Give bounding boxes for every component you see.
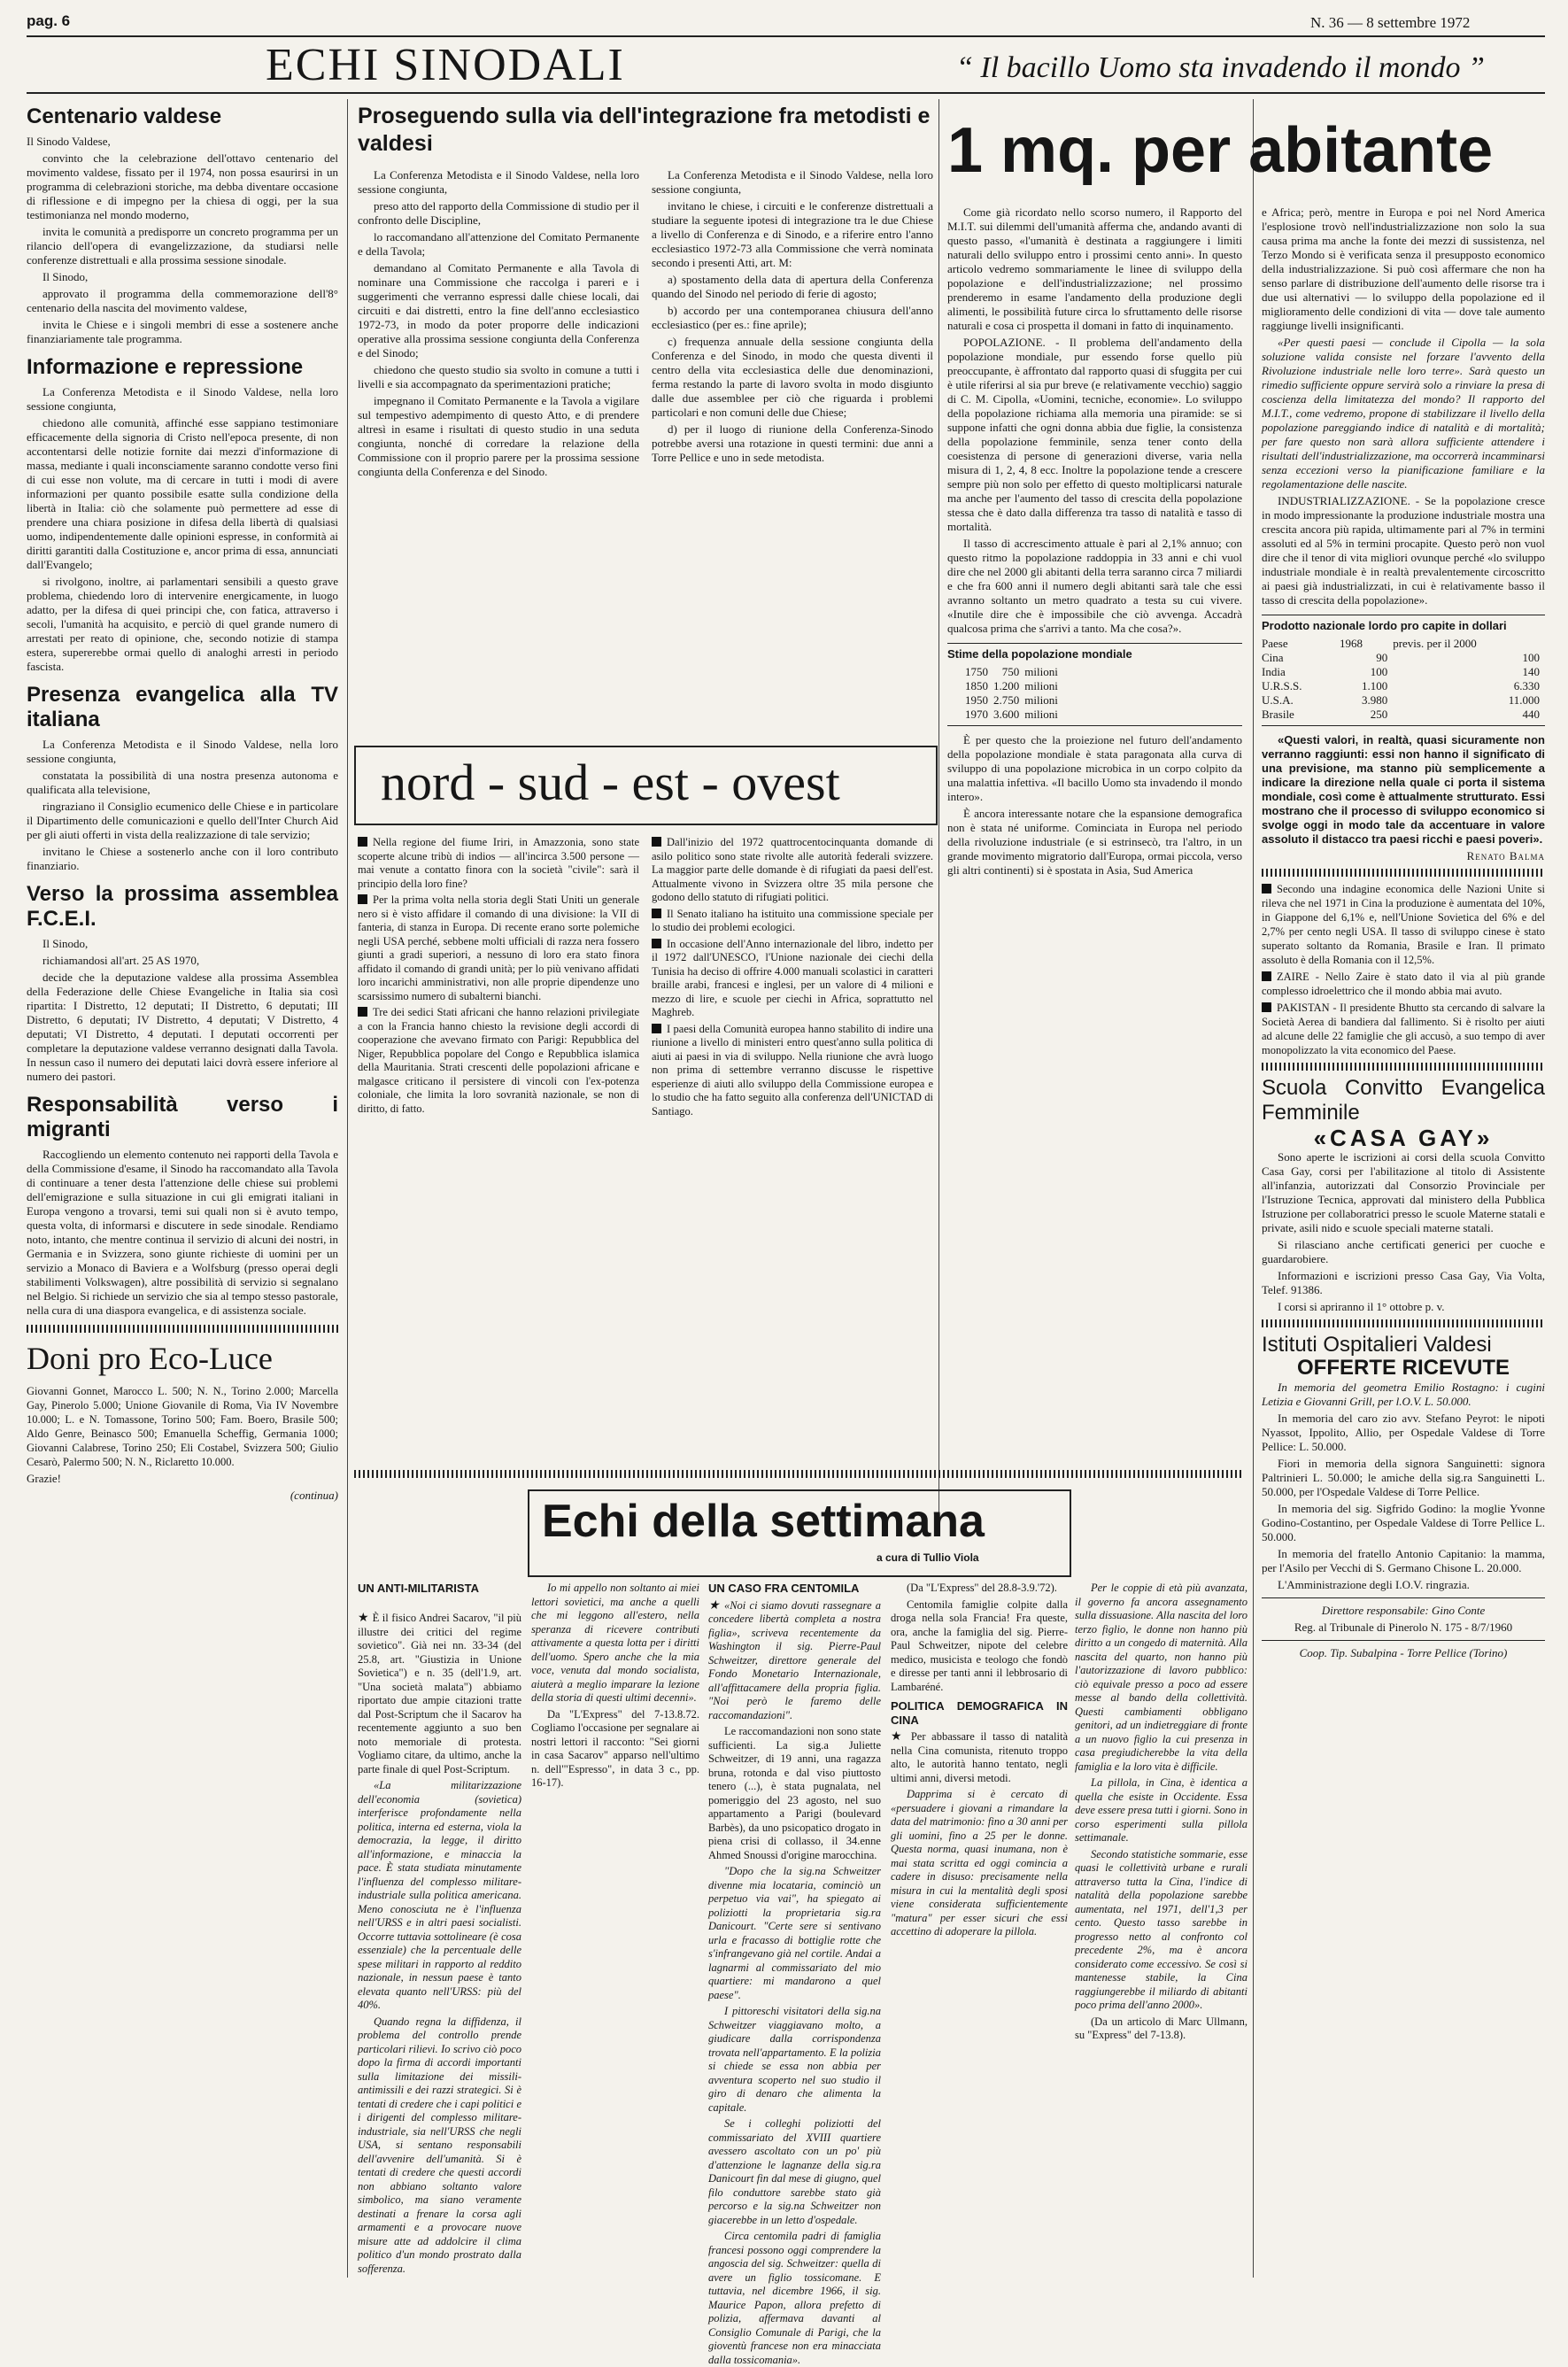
table-row: [965, 679, 1063, 693]
paragraph: approvato il programma della commemorazione dell'8° centenario della nascita del movimento valdese,: [27, 287, 338, 314]
paragraph: Giovanni Gonnet, Marocco L. 500; N. N., Torino 2.000; Marcella Gay, Pinerolo 5.000; Unione Giovanile di Roma, Via IV Novembre 10.000; L. e N. Tomassone, Torino 500; Fam. Boero, Brasile 500; Aldo Genre, Beinasco 500; Emanuella Scheffig, Germania 1000; Giovanni Calabrese, Torino 250; Eli Costabel, Svizzera 500; Giulio Cesarò, Palermo 500; N. N., Riclaretto 10.000.: [27, 1385, 338, 1468]
paragraph: «La militarizzazione dell'economia (sovietica) interferisce profondamente nella politica, interna ed esterna, viola la democrazia, la legge, il diritto all'informazione, e minaccia la pace. È stata studiata minutamente l'influenza del complesso militare-industriale sulla politica americana. Meno conosciuta ne è l'influenza nell'URSS e in altri paesi socialisti. Occorre tuttavia sottolineare (è cosa essenziale) che la percentuale delle spese militari in rapporto al reddito nazionale, in nessun paese è tanto elevata quanto nell'URSS: più del 40%.: [358, 1779, 521, 2011]
table-cell: 1.200: [993, 679, 1020, 692]
table-title: Stime della popolazione mondiale: [947, 647, 1132, 661]
author-signature: Renato Balma: [1466, 849, 1545, 862]
paragraph: Informazioni e iscrizioni presso Casa Gay, Via Volta, Telef. 91386.: [1262, 1269, 1545, 1296]
offerte-heading: OFFERTE RICEVUTE: [1296, 1356, 1510, 1380]
news-item: PAKISTAN - Il presidente Bhutto sta cercando di salvare la Società Aerea di bandiera dal fallimento. Si è risolto per aiuti ad alcune delle 22 famiglie che gli accusò, a suo tempo di aver monopolizzato la vita economico del Paese.: [1262, 1002, 1545, 1056]
col-sinodo: [27, 101, 338, 2279]
table-cell: 2.750: [993, 693, 1020, 707]
bullet-square-icon: [1262, 1002, 1271, 1012]
director: Direttore responsabile: Gino Conte: [1321, 1604, 1486, 1617]
paragraph: Circa centomila padri di famiglia francesi possono oggi comprendere la angoscia del sig. Schweitzer: quella di avere un figlio tossicomane. E tuttavia, nel dicembre 1966, il sig. Maurice Papon, allora prefetto di polizia, affermava davanti al Consiglio Comunale di Parigi, che la gioventù francese non era minacciata dalla tossicomania».: [708, 2230, 881, 2366]
abitante-col-b: [1262, 205, 1545, 2269]
ospitalieri-heading: Istituti Ospitalieri Valdesi: [1262, 1333, 1492, 1357]
table-header-cell: Paese: [1262, 637, 1288, 650]
echi-col-b: [531, 1582, 699, 2268]
kicker-antimilitarista: UN ANTI-MILITARISTA: [358, 1582, 479, 1595]
integrazione-col-a: [358, 168, 639, 735]
paragraph: invitano le Chiese a sostenerlo anche con il loro contributo finanziario.: [27, 845, 338, 872]
paragraph: La pillola, in Cina, è identica a quella che esiste in Occidente. Essa deve essere presa tutti i giorni. Sono in corso esperimenti sulla pillola settimanale.: [1075, 1776, 1247, 1844]
paragraph: POPOLAZIONE. - Il problema dell'andamento della popolazione mondiale, pur essendo forse quello più preoccupante, è affrontato dal rapporto quasi di sfuggita per cui è utile riferirsi al sia pur breve (e relativamente vecchio) saggio di C. M. Cipolla, «Uomini, tecniche, economie». Lo sviluppo della popolazione richiama alla memoria una piramide: se si suppone infatti che ogni donna abbia due figlie, la consistenza della popolazione femminile, senza tener conto della coesistenza di persone di generazioni diverse, varia nella misura di 1, 2, 4, 8 ecc. Inoltre la popolazione tende a crescere sempre più non solo per effetto di questo moltiplicarsi naturale ma anche per l'aumento del tasso di crescita della popolazione stessa che è dato dalla differenza tra tasso di natalità e tasso di mortalità.: [947, 336, 1242, 533]
paragraph: «Per questi paesi — conclude il Cipolla — la sola soluzione valida consiste nel forzare l'avvento della Rivoluzione industriale nelle loro terre». Sarà questo un rimedio sufficiente oppure servirà solo a rinviare la presa di coscienza della limitatezza del mondo? Il rapporto del M.I.T., come vedremo, propone di stabilizzare il livello della popolazione pareggiando indice di natalità e di mortalità; per fare questo non sarà allora sufficiente attendere i risultati dell'industrializzazione, ma occorrerà incamminarsi senza eccezioni verso la pianificazione familiare e la regolamentazione delle nascite.: [1262, 336, 1545, 491]
paragraph: Se i colleghi poliziotti del commissariato del XVIII quartiere avessero ascoltato con un po' più d'attenzione le lagnanze della sig.ra Danicourt fin dal mese di giugno, quel filo conduttore sarebbe stato già percorso e la sig.na Schweitzer non giacerebbe in un letto d'ospedale.: [708, 2117, 881, 2226]
bullet-square-icon: [652, 939, 661, 948]
paragraph: invita le Chiese e i singoli membri di esse a sostenere anche finanziariamente tale programma.: [27, 318, 338, 345]
paragraph: invita le comunità a predisporre un concreto programma per un rilancio dell'opera di evangelizzazione, da studiarsi nelle conferenze distrettuali e alla prossima sessione sinodale.: [27, 225, 338, 267]
heading-migranti: Responsabilità verso i migranti: [27, 1093, 338, 1141]
casa-gay-name: «CASA GAY»: [1313, 1125, 1494, 1151]
news-item: In occasione dell'Anno internazionale del libro, indetto per il 1972 dall'UNESCO, l'Unione nazionale dei ciechi della Tunisia ha deciso di offrire 4.000 manuali scolastici in caratteri braille arabi, francesi e inglesi, per un valore di 4 milioni e mezzo di lire, e scuole per ciechi in Africa, soprattutto nel Maghreb.: [652, 937, 933, 1018]
paragraph: È per questo che la proiezione nel futuro dell'andamento della popolazione mondiale è stata paragonata alla curva di sviluppo di una popolazione microbica in un corpo colpito da una malattia infettiva. «Il bacillo Uomo sta invadendo il mondo intero».: [947, 733, 1242, 803]
table-cell: milioni: [1024, 708, 1058, 721]
paragraph: si rivolgono, inoltre, ai parlamentari sensibili a questo grave problema, chiedendo loro di intervenire energicamente, in luogo adatto, per la difesa di quei principi che, con fatica, attraverso i secoli, l'umanità ha acquisito, e perciò di quel grande numero di arrestati per reato di opinione, che, secondo notizie di stampa estera, supererebbe ormai quello di analoghi arresti in periodo fascista.: [27, 575, 338, 673]
table-title: Prodotto nazionale lordo pro capite in dollari: [1262, 619, 1507, 632]
table-cell: 1950: [965, 693, 988, 707]
paragraph: Il Sinodo,: [42, 937, 89, 950]
table-cell: milioni: [1024, 693, 1058, 707]
paragraph: invitano le chiese, i circuiti e le conferenze distrettuali a studiare la seguente ipotesi di integrazione tra le due Chiese a livello di Conferenza e di Sinodo, e a riferire entro l'anno ecclesiastico 1972-73 alla Commissione che verrà nominata secondo i presenti Atti, art. M:: [652, 199, 933, 269]
paragraph: ★ Per abbassare il tasso di natalità nella Cina comunista, ritenuto troppo alto, le autorità hanno tentato, negli ultimi anni, diversi metodi.: [891, 1730, 1069, 1784]
paragraph: (Da "L'Express" del 28.8-3.9.'72).: [907, 1582, 1057, 1594]
paragraph: Da "L'Express" del 7-13.8.72. Cogliamo l'occasione per segnalare ai nostri lettori il racconto: "Sei giorni in casa Sacarov" apparso nell'ultimo n. dell'"Espresso", in data 3 c., pp. 16-17).: [531, 1707, 699, 1789]
paragraph: Il tasso di accrescimento attuale è pari al 2,1% annuo; con questo ritmo la popolazione raddoppia in 33 anni e chi vuol dire che nel 2000 gli abitanti della terra saranno circa 7 miliardi e che fra 600 anni il numero degli abitanti sarà tale che essi avranno soltanto un metro quadrato a testa su cui vivere. «Inutile dire che è impossibile che ciò avvenga. Accadrà qualcosa prima che s'arrivi a tanto. Ma che cosa?».: [947, 537, 1242, 635]
paragraph: La Conferenza Metodista e il Sinodo Valdese, nella loro sessione congiunta,: [27, 738, 338, 765]
paragraph: «Questi valori, in realtà, quasi sicuramente non verranno raggiunti: essi non hanno il significato di una previsione, ma stanno più semplicemente a indicare la direzione nella quale ci porta il sistema mondiale, così come è attualmente strutturato. Essi mostrano che il processo di sviluppo economico si svolge oggi in modo tale da accentuare in valore assoluto il distacco tra paesi ricchi e paesi poveri».: [1262, 733, 1545, 846]
table-cell: U.R.S.S.: [1262, 679, 1302, 692]
continued-note: (continua): [290, 1489, 338, 1502]
paragraph: Io mi appello non soltanto ai miei lettori sovietici, ma anche a quelli che mi leggono all'estero, nella speranza di ricevere contributi attivamente a questa lotta per i diritti dell'uomo. Spero anche che la mia voce, venuta dal mondo socialista, aiuterà a meglio imparare la lezione della storia di questi ultimi decenni».: [531, 1582, 699, 1704]
paragraph: INDUSTRIALIZZAZIONE. - Se la popolazione cresce in modo impressionante la produzione industriale mostra una crescita ancora più rapida, ultimamente pari al 7% in termini assoluti ed al 5% in termini procapite. Questo però non vuol dire che il tenor di vita migliori ovunque perché «lo sviluppo industriale mondiale è in realtà prevalentemente circoscritto ai paesi già industrializzati, in cui è relativamente basso il tasso di crescita della popolazione».: [1262, 494, 1545, 607]
news-item: Nella regione del fiume Iriri, in Amazzonia, sono state scoperte alcune tribù di indios — all'incirca 3.500 persone — mai venute a contatto finora con la società "civile": sarà il principio della loro fine?: [358, 836, 639, 890]
bullet-square-icon: [358, 837, 367, 847]
paragraph: La Conferenza Metodista e il Sinodo Valdese, nella loro sessione congiunta,: [27, 385, 338, 413]
gnp-table: [1262, 615, 1545, 726]
table-cell: 100: [1522, 651, 1540, 664]
paragraph: chiedono alle comunità, affinché esse sappiano testimoniare efficacemente della signoria di Cristo nell'epoca presente, di non accontentarsi delle notizie fornite dai mezzi d'informazione di massa, mediante i quali inconsciamente saranno condotte verso fini di cui esse non volute, ma di cercare in tutti i modi di avere informazioni per quanto possibile esatte sulla condizione della libertà in Italia: ciò che solamente può permettere ad esse di prendere una chiara posizione in difesa della libertà di qualsiasi uomo, indipendentemente dalle opinioni espresse, in conformità ai diritti garantiti dalla Costituzione e, ancor prima di essa, annunciati dall'Evangelo;: [27, 416, 338, 571]
paragraph: richiamandosi all'art. 25 AS 1970,: [42, 954, 200, 967]
table-cell: 750: [1001, 665, 1020, 678]
paragraph: I pittoreschi visitatori della sig.na Schweitzer viaggiavano molto, a giudicare dalla corrispondenza trovata nell'appartamento. E la polizia si chiede se essa non abbia per avventura scoperto nel suo studio il giro di denaro che alimenta la capitale.: [708, 2005, 881, 2114]
heading-doni: Doni pro Eco-Luce: [27, 1341, 273, 1376]
bullet-square-icon: [1262, 884, 1271, 893]
echi-col-e: [1075, 1582, 1247, 2268]
table-cell: 11.000: [1508, 693, 1540, 707]
paragraph: I corsi si apriranno il 1° ottobre p. v.: [1278, 1300, 1445, 1313]
table-cell: 3.980: [1361, 693, 1388, 707]
paragraph: a) spostamento della data di apertura della Conferenza quando del Sinodo nel periodo di ferie di agosto;: [652, 273, 933, 300]
paragraph: "Dopo che la sig.na Schweitzer divenne mia locataria, cominciò un perpetuo via vai", ha spiegato ai poliziotti la proprietaria sig.ra Danicourt. "Certe sere si sentivano urla e fracasso di bottiglie rotte che s'infrangevano già nel cortile. Andai a lagnarmi al commissariato del mio quartiere: mi mandarono a quel paese".: [708, 1865, 881, 2001]
abitante-col-a: [947, 205, 1242, 1454]
table-cell: 3.600: [993, 708, 1020, 721]
heading-informazione: Informazione e repressione: [27, 355, 304, 379]
news-item: I paesi della Comunità europea hanno stabilito di indire una riunione a livello di ministeri entro quest'anno sulla politica di aiuti ai paesi in via di sviluppo. Nella riunione che avrà luogo non prima di settembre verranno discusse le rispettive esperienze di aiuti allo sviluppo della Commissione europea e lo studio che ha fatto seguito alla conferenza dell'UNICTAD di Santiago.: [652, 1022, 933, 1118]
kicker-cina: POLITICA DEMOGRAFICA IN CINA: [891, 1699, 1068, 1727]
paragraph: ringraziano il Consiglio ecumenico delle Chiese e in particolare il Dipartimento delle comunicazioni e quello dell'Inter Church Aid per gli aiuti offerti in vista della realizzazione di tale servizio;: [27, 800, 338, 841]
paragraph: Il Sinodo,: [42, 270, 89, 283]
table-cell: 90: [1376, 651, 1388, 664]
section-title: ECHI SINODALI: [266, 40, 625, 90]
table-cell: 250: [1370, 708, 1388, 721]
table-cell: 1750: [965, 665, 988, 678]
heading-tv: Presenza evangelica alla TV italiana: [27, 683, 338, 731]
table-cell: 6.330: [1513, 679, 1540, 692]
bullet-square-icon: [1262, 971, 1271, 981]
registration: Reg. al Tribunale di Pinerolo N. 175 - 8/7/1960: [1294, 1621, 1513, 1634]
news-item: Per la prima volta nella storia degli Stati Uniti un generale nero si è visto affidare il comando di una divisione: la VII di fanteria, di stanza in Europa. Di recente erano sorte polemiche negli USA perché, sebbene molti ufficiali di razza nera fossero giunti a gradi superiori, a nessuno di loro era stato finora affidato il comando di grandi unità; per lo più venivano affidati loro incarichi amministrativi, non alle proprie dipendenze uno scarsissimo numero di subalterni bianchi.: [358, 893, 639, 1002]
table-cell: U.S.A.: [1262, 693, 1294, 707]
news-item: Tre dei sedici Stati africani che hanno relazioni privilegiate a con la Francia hanno chiesto la revisione degli accordi di cooperazione che avevano firmato con Parigi: Repubblica del Niger, Repubblica popolare del Congo e Repubblica islamica della Mauritania. Strati crescenti delle popolazioni africane e malgasce criticano il persistere di vincoli con l'ex-potenza coloniale, che limita la loro sovranità nazionale, se non di diritto, di fatto.: [358, 1006, 639, 1115]
bullet-square-icon: [652, 1024, 661, 1033]
table-header-cell: 1968: [1340, 637, 1363, 650]
table-cell: 1.100: [1361, 679, 1388, 692]
issue-date: N. 36 — 8 settembre 1972: [1310, 14, 1471, 31]
bullet-square-icon: [358, 894, 367, 904]
paragraph: In memoria del sig. Sigfrido Godino: la moglie Yvonne Godino-Costantino, per Ospedale Valdese di Torre Pellice L. 50.000.: [1262, 1502, 1545, 1543]
news-item: Il Senato italiano ha istituito una commissione speciale per lo studio dei problemi ecologici.: [652, 907, 933, 933]
paragraph: Come già ricordato nello scorso numero, il Rapporto del M.I.T. sui dilemmi dell'umanità afferma che, andando avanti di questo passo, «l'umanità è destinata a raggiungere i limiti naturali dello sviluppo entro i prossimi cento anni». In questo articolo vedremo sommariamente le linee di sviluppo della popolazione e dell'industrializzazione; nel prossimo prenderemo in esame l'andamento della produzione degli alimenti, le possibilità future circa lo sfruttamento delle risorse naturali e cosa ci prospetta il domani in fatto di inquinamento.: [947, 205, 1242, 332]
paragraph: demandano al Comitato Permanente e alla Tavola di nominare una Commissione che raccolga i pareri e i suggerimenti che verranno espressi dalle chiese locali, dai circuiti e dai distretti, entro la fine dell'anno ecclesiastico 1972-73, in modo da poter proporre delle indicazioni operative alla prossima sessione congiunta della Conferenza e del Sinodo;: [358, 261, 639, 360]
table-row: [1262, 651, 1545, 665]
table-cell: Brasile: [1262, 708, 1294, 721]
table-row: [1262, 708, 1545, 722]
table-row: [965, 693, 1063, 708]
paragraph: ★ È il fisico Andrei Sacarov, "il più illustre dei critici del regime sovietico". Già nei nn. 33-34 (del 25.8, art. "Giustizia in Unione Sovietica") e n. 35 (dell'1.9, art. "Una società malata") abbiamo riportato due ampie citazioni tratte dal Post-Scriptum che il Sacarov ha recentemente aggiunto a suo ben noto memoriale di protesta. Vogliamo citare, da ultimo, anche la parte finale di quel Post-Scriptum.: [358, 1612, 521, 1775]
kicker-centomila: UN CASO FRA CENTOMILA: [708, 1582, 860, 1595]
paragraph: ★ «Noi ci siamo dovuti rassegnare a concedere libertà completa a nostra figlia», scriveva recentemente da Washington il sig. Pierre-Paul Schweitzer, direttore generale del Fondo Monetario Internazionale, all'affittacamere della propria figlia. "Noi però le faremo delle raccomandazioni".: [708, 1598, 882, 1721]
echi-title: Echi della settimana: [542, 1496, 985, 1547]
table-row: [965, 708, 1063, 722]
table-cell: 140: [1522, 665, 1540, 678]
news-item: Secondo una indagine economica delle Nazioni Unite si rileva che nel 1971 in Cina la produzione è aumentata del 10%, in Giappone del 6,1% e, nell'Unione Sovietica del 6% e del 2,7% per cento negli USA. Il tasso di sviluppo cinese è stato superato soltanto da Romania, Brasile e Iran. Il primato assoluto è della Romania con il 12,5%.: [1262, 883, 1545, 966]
table-header-cell: previs. per il 2000: [1393, 637, 1477, 650]
star-icon: ★: [358, 1612, 369, 1625]
paragraph: Le raccomandazioni non sono state sufficienti. La sig.a Juliette Schweitzer, di 19 anni, una ragazza bruna, rotonda e dal viso piuttosto tenero (...), è stata pugnalata, nel pomeriggio del 23 agosto, nel suo appartamento a Parigi (boulevard Barbès), da uno psicopatico drogato in piena crisi di collasso, il 34.enne Ahmed Snoussi d'origine marocchina.: [708, 1725, 881, 1861]
paragraph: L'Amministrazione degli I.O.V. ringrazia.: [1278, 1578, 1470, 1591]
paragraph: Centomila famiglie colpite dalla droga nella sola Francia! Fra queste, ora, anche la famiglia del sig. Pierre-Paul Schweitzer, nipote del celebre medico, musicista e teologo che fondò e diresse per tanti anni il lebbrosario di Lambaréné.: [891, 1597, 1068, 1693]
table-row: [1262, 679, 1545, 693]
table-cell: 440: [1522, 708, 1540, 721]
nord-title: nord - sud - est - ovest: [381, 754, 840, 811]
paragraph: Il Sinodo Valdese,: [27, 135, 111, 148]
heading-centenario: Centenario valdese: [27, 104, 222, 128]
paragraph: c) frequenza annuale della sessione congiunta della Conferenza e del Sinodo, in modo che questa diventi il centro della vita ecclesiastica delle due denominazioni, ferma restando la parte di lavoro svolta in modo disgiunto dalle due assemblee per ciò che riguarda i problemi particolari e non comuni delle due Chiese;: [652, 335, 933, 419]
bullet-square-icon: [652, 837, 661, 847]
paragraph: Quando regna la diffidenza, il problema del controllo prende particolari rilievi. Io scrivo ciò poco dopo la firma di accordi importanti sulla limitazione dei missili-antimissili e dei razzi strategici. Si è tentati di credere che i capi politici e i dirigenti del complesso militare-industriale, sia nell'URSS che negli USA, si sentano responsabili dell'avvenire dell'umanità. Si è tentati di credere che questi accordi non abbiano soltanto valore simbolico, ma siano veramente destinati a frenare la corsa agli armamenti e a provocare nuove misure atte ad addolcire il clima politico d'un mondo prostrato dalla sofferenza.: [358, 2015, 521, 2275]
news-item: Dall'inizio del 1972 quattrocentocinquanta domande di asilo politico sono state rivolte alle autorità federali svizzere. La maggior parte delle domande è di rifugiati da paesi dell'est. Attualmente vivono in Svizzera oltre 35 mila persone che godono dello statuto di rifugiati politici.: [652, 836, 933, 903]
paragraph: decide che la deputazione valdese alla prossima Assemblea della Federazione delle Chiese Evangeliche in Italia sia così ripartita: I Distretto, 12 deputati; II Distretto, 6 deputati; III Distretto, 6 deputati; IV Distretto, 4 deputati; V Distretto, 4 deputati; VI Distretto, 4 deputati. I deputati occorrenti per completare la deputazione valdese verranno designati dalla Tavola. In nessun caso il numero dei deputati laici dovrà essere inferiore al numero dei pastori.: [27, 971, 338, 1083]
table-cell: milioni: [1024, 665, 1058, 678]
news-item: ZAIRE - Nello Zaire è stato dato il via al più grande complesso idroelettrico che il mondo abbia mai avuto.: [1262, 971, 1545, 997]
echi-col-d: [891, 1582, 1068, 2268]
paragraph: Sono aperte le iscrizioni ai corsi della scuola Convitto Casa Gay, corsi per l'abilitazione al titolo di Assistente all'infanzia, autorizzati dal Consorzio Provinciale per l'Istruzione Tecnica, approvati dal ministero della Pubblica Istruzione per collaboratrici presso le scuole Materne statali e private, asili nido e scuole speciali materne statali.: [1262, 1150, 1545, 1234]
paragraph: constatata la possibilità di una nostra presenza autonoma e qualificata alla televisione,: [27, 769, 338, 796]
printer: Coop. Tip. Subalpina - Torre Pellice (Torino): [1299, 1646, 1508, 1659]
table-cell: milioni: [1024, 679, 1058, 692]
table-cell: India: [1262, 665, 1286, 678]
casa-gay-heading: Scuola Convitto Evangelica Femminile: [1262, 1076, 1545, 1125]
heading-integrazione: Proseguendo sulla via dell'integrazione fra metodisti e valdesi: [358, 104, 931, 156]
paragraph: d) per il luogo di riunione della Conferenza-Sinodo potrebbe aversi una rotazione in questi termini: due anni a Torre Pellice e uno in sede metodista.: [652, 422, 933, 464]
population-table: [947, 643, 1242, 726]
header-quote: “ Il bacillo Uomo sta invadendo il mondo ”: [956, 51, 1485, 84]
paragraph: e Africa; però, mentre in Europa e poi nel Nord America l'esplosione trovò nell'industrializzazione non solo la sua causa prima ma anche la fonte dei mezzi di sussistenza, nel Terzo Mondo si è verificata senza il presupposto economico della industrializzazione. Si può così affermare che non ha senso parlare di distribuzione dell'aumento delle risorse tra i due usi alternativi — lo sviluppo della popolazione ed il miglioramento delle condizioni di vita — dove tale aumento raggiunge livelli insignificanti.: [1262, 205, 1545, 332]
page-number: pag. 6: [27, 12, 71, 29]
paragraph: Dapprima si è cercato di «persuadere i giovani a rimandare la data del matrimonio: fino a 30 anni per gli uomini, fino a 25 per le donne. Questa norma, quasi inumana, non è mai stata scritta ed oggi comincia a cadere in disuso: precisamente nella misura in cui la mentalità degli sposi viene considerata sufficientemente "matura" per esser sicuri che essi accettino di adoperare la pillola.: [891, 1788, 1068, 1938]
paragraph: preso atto del rapporto della Commissione di studio per il confronto delle Discipline,: [358, 199, 639, 227]
paragraph: lo raccomandano all'attenzione del Comitato Permanente e della Tavola;: [358, 230, 639, 258]
bullet-square-icon: [652, 909, 661, 918]
paragraph: (Da un articolo di Marc Ullmann, su "Express" del 7-13.8).: [1075, 2015, 1247, 2041]
paragraph: Fiori in memoria della signora Sanguinetti: signora Paltrinieri L. 50.000; le amiche della sig.ra Sanguinetti L. 50.000, per l'Ospedale Valdese di Torre Pellice.: [1262, 1457, 1545, 1498]
paragraph: In memoria del fratello Antonio Capitanio: la mamma, per l'Asilo per Vecchi di S. Germano Chisone L. 20.000.: [1262, 1547, 1545, 1574]
table-header-row: [1262, 637, 1545, 651]
paragraph: Secondo statistiche sommarie, esse quasi le collettività urbane e rurali attraverso tutta la Cina, l'indice di natalità della popolazione sarebbe aumentata, nel 1971, dell'1,3 per cento. Questo tasso sarebbe in progresso netto al confronto col precedente 2%, ma è ancora considerato come eccessivo. Se così si mantenesse stabile, la Cina raggiungerebbe il miliardo di abitanti poco prima dell'anno 2000».: [1075, 1847, 1247, 2011]
paragraph: convinto che la celebrazione dell'ottavo centenario del movimento valdese, fissato per il 1974, non possa esaurirsi in un programma di celebrazioni storiche, ma debba diventare occasione di riflessione e di impegno per la chiesa di oggi, per la sua testimonianza nel mondo moderno,: [27, 151, 338, 221]
echi-col-a: [358, 1612, 521, 2275]
nord-col-a: [358, 836, 639, 1296]
bullet-square-icon: [358, 1007, 367, 1017]
paragraph: È ancora interessante notare che la espansione demografica non è stata né uniforme. Cominciata in Europa nel periodo della rivoluzione industriale (e si estrinsecò, tra l'altro, in un grande movimento migratorio dall'Europa, ormai piccola, verso gli altri continenti) si è spostata in Asia, Sud America: [947, 807, 1242, 877]
paragraph: La Conferenza Metodista e il Sinodo Valdese, nella loro sessione congiunta,: [358, 168, 639, 196]
table-row: [1262, 693, 1545, 708]
paragraph: Grazie!: [27, 1472, 61, 1485]
paragraph: Si rilasciano anche certificati generici per cuoche e guardarobiere.: [1262, 1238, 1545, 1265]
paragraph: b) accordo per una contemporanea chiusura dell'anno ecclesiastico (per es.: fine aprile);: [652, 304, 933, 331]
paragraph: Raccogliendo un elemento contenuto nei rapporti della Tavola e della Commissione d'esame, il Sinodo ha raccomandato alla Tavola di continuare a tener desta l'attenzione delle chiese sui problemi dell'emigrazione e sulla situazione in cui gli emigrati italiani in Europa vengono a trovarsi, temi sui quali non si è avuto tempo, questa volta, di informarsi e discutere in sede sinodale. Rendiamo noto, intanto, che mentre continua il servizio di alcuni dei nostri, in Germania e in Svizzera, sono giunte richieste di uomini per un servizio a Monaco di Baviera e a Wolfsburg (presso operai degli stabilimenti Volkswagen), altre possibilità di servizio si segnalano nel Belgio. Si richiede un servizio che sia al tempo stesso pastorale, nella cura di una diaspora evangelica, e di assistenza sociale.: [27, 1148, 338, 1317]
table-cell: 1850: [965, 679, 988, 692]
paragraph: La Conferenza Metodista e il Sinodo Valdese, nella loro sessione congiunta,: [652, 168, 933, 196]
nord-col-b: [652, 836, 933, 1296]
paragraph: Per le coppie di età più avanzata, il governo fa ancora assegnamento sulla dissuasione. Alla nascita del loro terzo figlio, le donne non hanno più diritto a un congedo di maternità. Alla nascita del quarto, non hanno più l'autorizzazione di lavoro pubblico: ciò equivale presso a poco ad essere messe al bando della collettività. Questi cambiamenti obbligano genitori, ad un indietreggiare di fronte a un nuovo figlio la cui presenza in casa pregiudicherebbe la vita della famiglia e la loro vita è difficile.: [1075, 1582, 1247, 1773]
paragraph: In memoria del caro zio avv. Stefano Peyrot: le nipoti Nyassot, Ippolito, Allio, per Ospedale Valdese di Torre Pellice: L. 50.000.: [1262, 1412, 1545, 1453]
table-cell: Cina: [1262, 651, 1284, 664]
table-cell: 100: [1370, 665, 1388, 678]
table-cell: 1970: [965, 708, 988, 721]
star-icon: ★: [708, 1598, 721, 1613]
paragraph: chiedono che questo studio sia svolto in comune a tutti i livelli e sia accompagnato da sperimentazioni pratiche;: [358, 363, 639, 391]
star-icon: ★: [891, 1730, 906, 1744]
heading-abitante: 1 mq. per abitante: [947, 115, 1494, 186]
table-row: [965, 665, 1063, 679]
integrazione-col-b: [652, 168, 933, 735]
table-row: [1262, 665, 1545, 679]
heading-fcei: Verso la prossima assemblea F.C.E.I.: [27, 882, 338, 931]
echi-col-c: [708, 1582, 882, 2366]
paragraph: impegnano il Comitato Permanente e la Tavola a vigilare sul tempestivo adempimento di questo Atto, e di prendere altresì in esame i risultati di questo studio in una seduta congiunta, nonché di corredare la relazione della Commissione con il proprio parere per la prossima sessione congiunta della Conferenza e del Sinodo.: [358, 394, 639, 478]
echi-byline: a cura di Tullio Viola: [877, 1551, 979, 1564]
paragraph: In memoria del geometra Emilio Rostagno: i cugini Letizia e Giovanni Grill, per l.O.V. L. 50.000.: [1262, 1381, 1545, 1408]
